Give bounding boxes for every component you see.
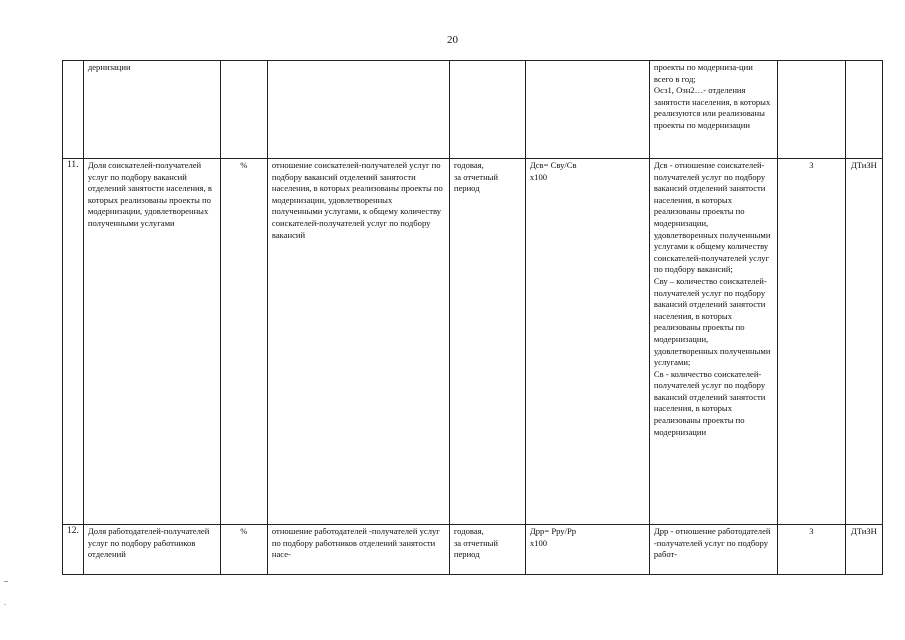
table-row-continuation [63, 61, 883, 159]
cell-num [63, 61, 84, 159]
cell-definition: отношение соискателей-получателей услуг по подбору вакансий отделений занятости населения, в которых реализованы проекты по модернизации, удовлетворенных полученными услугами, к общему количеству соискателей-получателей услуг по подбору вакансий [267, 159, 449, 525]
cell-definition: отношение работодателей -получателей услуг по подбору работников отделений занятости насе- [267, 525, 449, 575]
cell-value: 3 [777, 159, 845, 525]
cell-org: ДТиЗН [845, 159, 882, 525]
cell-indicator: дернизации [83, 61, 220, 159]
scan-mark [4, 604, 6, 605]
cell-period [449, 61, 525, 159]
cell-unit: % [220, 525, 267, 575]
cell-unit: % [220, 159, 267, 525]
scan-mark [4, 581, 8, 582]
cell-formula-desc: Дрр - отношение работодателей -получателей услуг по подбору работ- [649, 525, 777, 575]
cell-value [777, 61, 845, 159]
cell-org: ДТиЗН [845, 525, 882, 575]
cell-formula-desc: проекты по модерниза-ции всего в год; Осз1, Озн2…- отделения занятости населения, в которых реализуются или реализованы проекты по модернизации [649, 61, 777, 159]
cell-formula [525, 61, 649, 159]
cell-unit [220, 61, 267, 159]
cell-period: годовая, за отчетный период [449, 159, 525, 525]
table-row [63, 159, 883, 525]
cell-formula-desc: Дсв - отношение соискателей-получателей услуг по подбору вакансий отделений занятости населения, в которых реализованы проекты по модернизации, удовлетворенных полученными услугами к общему количеству соискателей-получателей услуг по подбору вакансий; Сву – количество соискателей-получателей услуг по подбору вакансий отделений занятости населения, в которых реализованы проекты по модернизации, удовлетворенных полученными услугами; Св - количество соискателей-получателей услуг по подбору вакансий отделений занятости населения, в которых реализованы проекты по модернизации [649, 159, 777, 525]
cell-num: 12. [63, 525, 84, 575]
cell-value: 3 [777, 525, 845, 575]
cell-org [845, 61, 882, 159]
cell-formula: Дсв= Сву/Св х100 [525, 159, 649, 525]
cell-num: 11. [63, 159, 84, 525]
cell-indicator: Доля соискателей-получателей услуг по подбору вакансий отделений занятости населения, в которых реализованы проекты по модернизации, удовлетворенных полученными услугами [83, 159, 220, 525]
indicators-table [62, 60, 883, 575]
cell-period: годовая, за отчетный период [449, 525, 525, 575]
page-number: 20 [447, 34, 458, 46]
table-row [63, 525, 883, 575]
cell-indicator: Доля работодателей-получателей услуг по подбору работников отделений [83, 525, 220, 575]
cell-definition [267, 61, 449, 159]
cell-formula: Дрр= Рру/Рр х100 [525, 525, 649, 575]
